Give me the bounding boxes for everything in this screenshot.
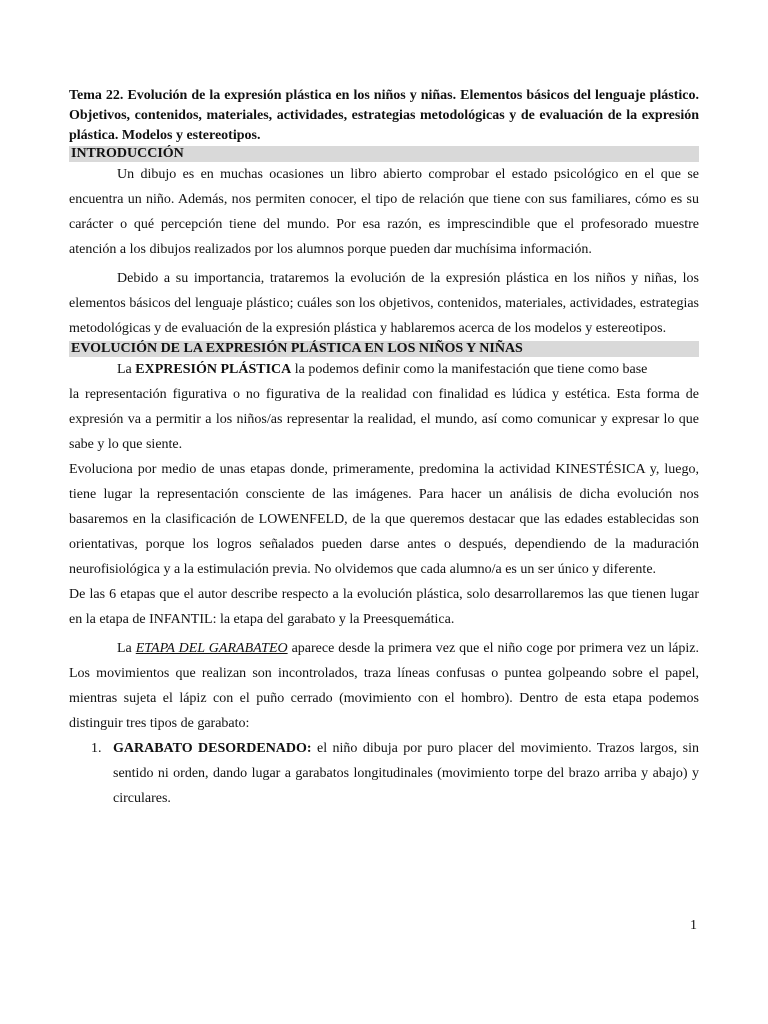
evolucion-p1-post: la podemos definir como la manifestación que tiene como base [291,362,648,377]
evolucion-p5-post: aparece desde la primera vez que el niño coge por primera vez un lápiz. Los movimientos que realizan son incontrolados, traza líneas confusas o puntea golpeando sobre el papel, mientras sujeta el lápiz con el puño cerrado (movimiento con el hombro). Dentro de esta etapa podemos distinguir tres tipos de garabato: [69,641,699,731]
document-title: Tema 22. Evolución de la expresión plástica en los niños y niñas. Elementos básicos del lenguaje plástico. Objetivos, contenidos, materiales, actividades, estrategias metodológicas y de evaluación de la expresión plástica. Modelos y estereotipos. [69,88,699,143]
intro-paragraph-2: Debido a su importancia, trataremos la evolución de la expresión plástica en los niños y niñas, los elementos básicos del lenguaje plástico; cuáles son los objetivos, contenidos, materiales, actividades, estrategias metodológicas y de evaluación de la expresión plástica y hablaremos acerca de los modelos y estereotipos. [69,271,699,336]
section-heading-evolucion: EVOLUCIÓN DE LA EXPRESIÓN PLÁSTICA EN LOS NIÑOS Y NIÑAS [69,341,699,357]
etapa-garabateo-term: ETAPA DEL GARABATEO [135,641,288,656]
evolucion-paragraph-3: Evoluciona por medio de unas etapas donde, primeramente, predomina la actividad KINESTÉSICA y, luego, tiene lugar la representación consciente de las imágenes. Para hacer un análisis de dicha evolución nos basaremos en la clasificación de LOWENFELD, de la que queremos destacar que las edades establecidas son orientativas, porque los logros señalados pueden darse antes o después, dependiendo de la maduración neurofisiológica y a la estimulación previa. No olvidemos que cada alumno/a es un ser único y diferente. [69,462,699,577]
page-number: 1 [690,918,697,933]
list-item [91,736,699,811]
evolucion-paragraph-1 [69,357,699,382]
evolucion-paragraph-5 [69,636,699,736]
list-item-text: el niño dibuja por puro placer del movimiento. Trazos largos, sin sentido ni orden, dando lugar a garabatos longitudinales (movimiento torpe del brazo arriba y abajo) y circulares. [113,741,700,806]
evolucion-paragraph-2: la representación figurativa o no figurativa de la realidad con finalidad es lúdica y estética. Esta forma de expresión va a permitir a los niños/as representar la realidad, el mundo, así como comunicar y expresar lo que sabe y lo que siente. [69,387,699,452]
document-body [69,86,699,811]
evolucion-p5-pre: La [117,641,136,656]
garabato-list [91,736,699,811]
list-item-term: GARABATO DESORDENADO: [113,741,312,756]
list-item-number: 1. [91,741,102,756]
section-heading-introduccion: INTRODUCCIÓN [69,146,699,162]
intro-paragraph-1: Un dibujo es en muchas ocasiones un libro abierto comprobar el estado psicológico en el que se encuentra un niño. Además, nos permiten conocer, el tipo de relación que tiene con sus familiares, cómo es su carácter o qué percepción tiene del mundo. Por esa razón, es imprescindible que el profesorado muestre atención a los dibujos realizados por los alumnos porque pueden dar muchísima información. [69,167,699,257]
evolucion-p1-pre: La [117,362,136,377]
evolucion-paragraph-4: De las 6 etapas que el autor describe respecto a la evolución plástica, solo desarrollaremos las que tienen lugar en la etapa de INFANTIL: la etapa del garabato y la Preesquemática. [69,587,699,627]
expresion-plastica-term: EXPRESIÓN PLÁSTICA [135,362,292,377]
